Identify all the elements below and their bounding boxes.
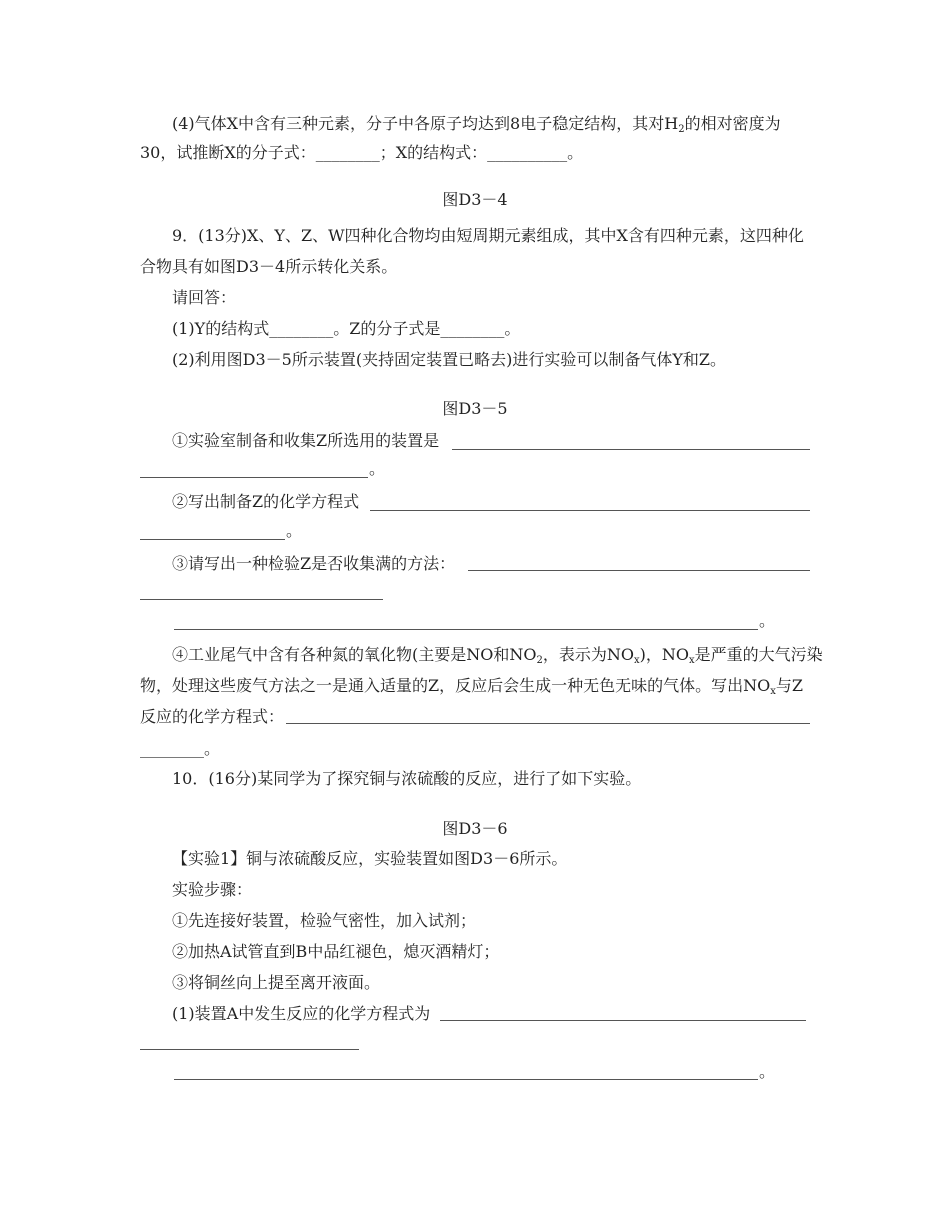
q9-step4-line1: ④工业尾气中含有各种氮的氧化物(主要是NO和$NO_2$，表示为$NO_x$)，$NO_x$是严重的大气污染 bbox=[172, 645, 823, 666]
q9-step1-text: ①实验室制备和收集Z所选用的装置是 bbox=[172, 431, 440, 450]
answer-line bbox=[440, 1020, 806, 1021]
period-mark: 。 bbox=[286, 521, 303, 540]
answer-line bbox=[140, 1049, 359, 1050]
q9-step3-text: ③请写出一种检验Z是否收集满的方法： bbox=[172, 554, 456, 573]
q8-part4-line1: (4)气体X中含有三种元素，分子中各原子均达到8电子稳定结构，其对$H_2$的相对密度为 bbox=[172, 114, 781, 135]
answer-line bbox=[140, 477, 368, 478]
answer-line bbox=[174, 1079, 758, 1080]
answer-line bbox=[468, 570, 810, 571]
q10-experiment1: 【实验1】铜与浓硫酸反应，实验装置如图D3－6所示。 bbox=[172, 849, 568, 868]
answer-line bbox=[140, 599, 383, 600]
answer-line bbox=[370, 510, 810, 511]
q10-step2: ②加热A试管直到B中品红褪色，熄灭酒精灯； bbox=[172, 942, 500, 961]
q9-part2: (2)利用图D3－5所示装置(夹持固定装置已略去)进行实验可以制备气体Y和Z。 bbox=[172, 350, 727, 369]
answer-line bbox=[286, 723, 810, 724]
q9-step4-line3: 反应的化学方程式： bbox=[140, 707, 285, 726]
q9-step4-line2: 物，处理这些废气方法之一是通入适量的Z，反应后会生成一种无色无味的气体。写出$NO_x$与Z bbox=[140, 676, 804, 697]
q9-intro-line1: 9．(13分)X、Y、Z、W四种化合物均由短周期元素组成，其中X含有四种元素，这四种化 bbox=[172, 226, 804, 245]
period-mark: 。 bbox=[759, 611, 776, 630]
q10-intro: 10．(16分)某同学为了探究铜与浓硫酸的反应，进行了如下实验。 bbox=[172, 769, 642, 788]
q9-intro-line2: 合物具有如图D3－4所示转化关系。 bbox=[140, 257, 398, 276]
q9-part1: (1)Y的结构式________。Z的分子式是________。 bbox=[172, 319, 521, 338]
q9-step2-text: ②写出制备Z的化学方程式 bbox=[172, 492, 360, 511]
blank-period: ________。 bbox=[140, 739, 221, 758]
figure-caption-d3-6: 图D3－6 bbox=[442, 819, 508, 838]
answer-line bbox=[174, 629, 758, 630]
answer-line bbox=[452, 449, 810, 450]
period-mark: 。 bbox=[759, 1062, 776, 1081]
answer-line bbox=[140, 539, 285, 540]
q10-step3: ③将铜丝向上提至离开液面。 bbox=[172, 973, 381, 992]
q10-steps-title: 实验步骤： bbox=[172, 880, 253, 899]
q10-part1: (1)装置A中发生反应的化学方程式为 bbox=[172, 1004, 431, 1023]
q8-part4-line2: 30，试推断X的分子式：________；X的结构式：__________。 bbox=[140, 143, 584, 162]
period-mark: 。 bbox=[369, 459, 386, 478]
figure-caption-d3-5: 图D3－5 bbox=[442, 399, 508, 418]
figure-caption-d3-4: 图D3－4 bbox=[442, 190, 508, 209]
q10-step1: ①先连接好装置，检验气密性，加入试剂； bbox=[172, 911, 477, 930]
q9-prompt: 请回答： bbox=[172, 288, 237, 307]
